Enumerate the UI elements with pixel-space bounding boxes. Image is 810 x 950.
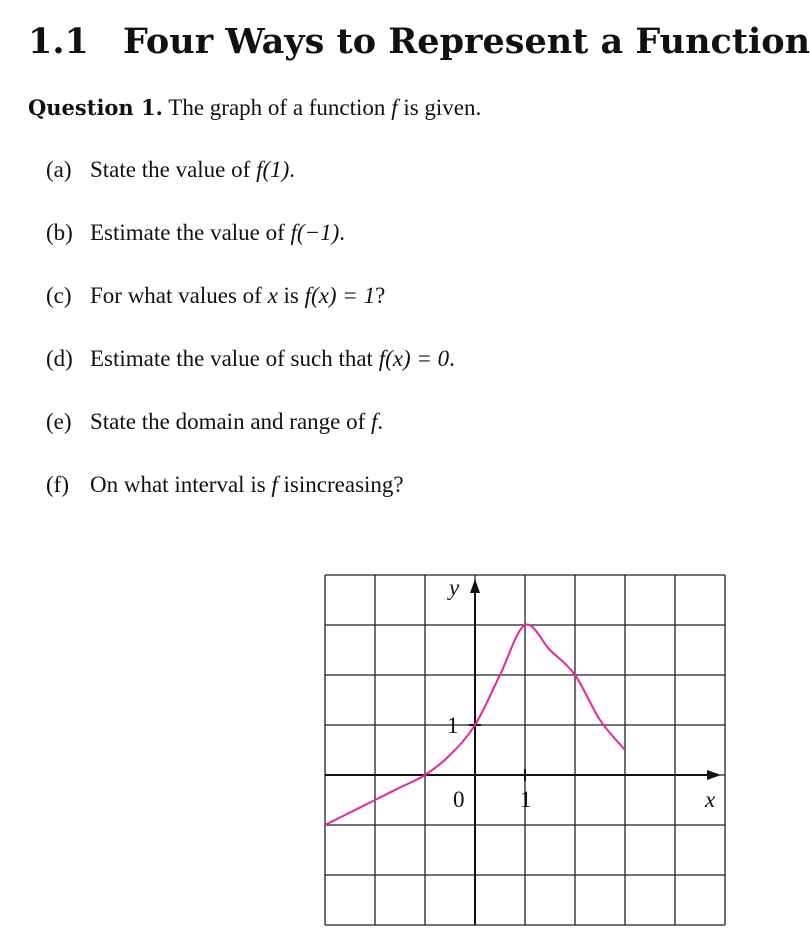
part-letter: (c) xyxy=(46,283,72,308)
question-part-b xyxy=(46,213,455,276)
part-text: State the value of xyxy=(90,157,251,182)
part-tail: . xyxy=(289,157,296,182)
question-parts-list xyxy=(46,150,455,528)
part-letter: (d) xyxy=(46,346,73,371)
part-math: f(x) = 0 xyxy=(378,346,450,371)
part-tail-2: ? xyxy=(375,283,386,308)
part-math: x xyxy=(267,283,278,308)
section-number: 1.1 xyxy=(28,21,89,62)
question-intro xyxy=(28,92,481,124)
part-letter: (e) xyxy=(46,409,72,434)
section-title: Four Ways to Represent a Function xyxy=(123,21,810,62)
question-part-c xyxy=(46,276,455,339)
question-text-before: The graph of a function xyxy=(168,95,386,120)
question-part-a xyxy=(46,150,455,213)
question-part-e xyxy=(46,402,455,465)
part-text: On what interval is xyxy=(90,472,266,497)
x-axis-arrowhead xyxy=(707,770,721,780)
part-math: f(−1) xyxy=(290,220,340,245)
question-text-after: is given. xyxy=(403,95,482,120)
part-text: Estimate the value of xyxy=(90,220,285,245)
part-tail: . xyxy=(449,346,455,371)
part-letter: (f) xyxy=(46,472,69,497)
part-math-2: f(x) = 1 xyxy=(304,283,376,308)
y-axis-label: y xyxy=(449,575,460,600)
question-part-d xyxy=(46,339,455,402)
part-math: f xyxy=(371,409,378,434)
part-tail: is xyxy=(283,283,299,308)
question-label: Question 1. xyxy=(28,95,163,120)
function-graph xyxy=(323,573,727,927)
y-tick-label-1: 1 xyxy=(447,713,459,738)
part-math: f xyxy=(271,472,278,497)
graph-labels xyxy=(447,575,716,812)
graph-axes xyxy=(325,579,721,925)
question-part-f xyxy=(46,465,455,528)
part-math: f(1) xyxy=(256,157,290,182)
x-tick-label-1: 1 xyxy=(520,787,532,812)
part-text: State the domain and range of xyxy=(90,409,366,434)
x-axis-label: x xyxy=(705,787,716,812)
part-tail: . xyxy=(339,220,346,245)
part-letter: (b) xyxy=(46,220,73,245)
part-letter: (a) xyxy=(46,157,72,182)
function-graph-svg xyxy=(323,573,727,927)
part-tail: . xyxy=(377,409,384,434)
part-tail: isincreasing? xyxy=(283,472,404,497)
y-axis-arrowhead xyxy=(470,579,480,593)
question-function-symbol: f xyxy=(391,95,398,120)
origin-tick-label: 0 xyxy=(453,787,465,812)
part-text: Estimate the value of such that xyxy=(90,346,373,371)
section-heading xyxy=(28,18,810,66)
part-text: For what values of xyxy=(90,283,262,308)
graph-grid xyxy=(325,575,725,925)
